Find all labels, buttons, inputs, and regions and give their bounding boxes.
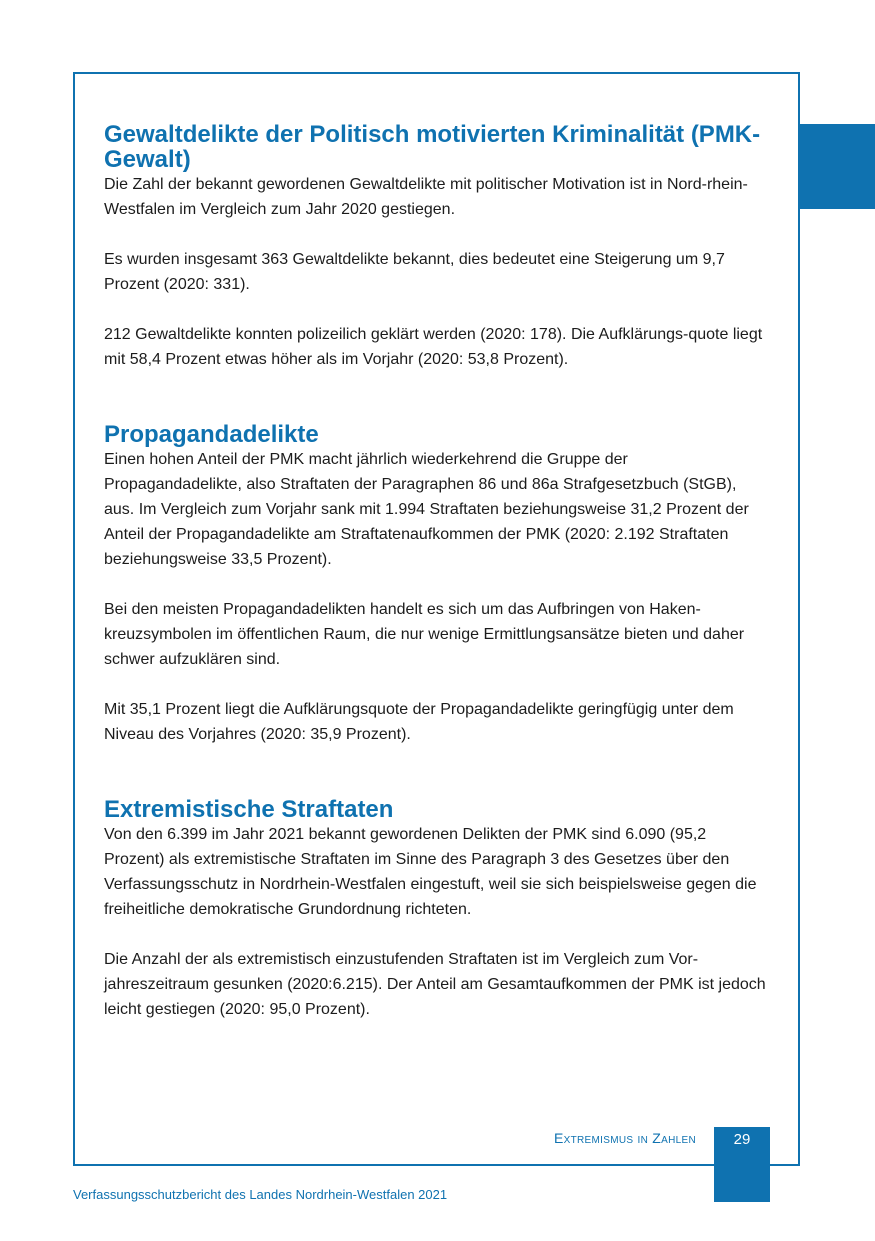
page-content: [104, 122, 766, 1072]
paragraph: Bei den meisten Propagandadelikten handelt es sich um das Aufbringen von Haken-kreuzsymbolen im öffentlichen Raum, die nur wenige Ermittlungsansätze bieten und daher schwer aufzuklären sind.: [104, 601, 745, 668]
paragraph: Die Anzahl der als extremistisch einzustufenden Straftaten ist im Vergleich zum Vor-jahreszeitraum gesunken (2020:6.215). Der Anteil am Gesamtaufkommen der PMK ist jedoch leicht gestiegen (2020: 95,0 Prozent).: [104, 951, 766, 1018]
chapter-side-tab: [798, 124, 875, 209]
section-pmk-gewalt: [104, 122, 766, 372]
section-propagandadelikte: [104, 422, 766, 747]
paragraph: Es wurden insgesamt 363 Gewaltdelikte bekannt, dies bedeutet eine Steigerung um 9,7 Prozent (2020: 331).: [104, 251, 725, 293]
chapter-label: Extremismus in Zahlen: [554, 1130, 696, 1146]
section-extremistische-straftaten: [104, 797, 766, 1022]
page-number: 29: [733, 1131, 751, 1148]
paragraph: Von den 6.399 im Jahr 2021 bekannt gewordenen Delikten der PMK sind 6.090 (95,2 Prozent) als extremistische Straftaten im Sinne des Paragraph 3 des Gesetzes über den Verfassungsschutz in Nordrhein-Westfalen eingestuft, weil sie sich beispielsweise gegen die freiheitliche demokratische Grundordnung richteten.: [104, 826, 757, 918]
section-title: Gewaltdelikte der Politisch motivierten Kriminalität (PMK-Gewalt): [104, 121, 761, 173]
publication-title: Verfassungsschutzbericht des Landes Nordrhein-Westfalen 2021: [73, 1187, 448, 1202]
paragraph: Einen hohen Anteil der PMK macht jährlich wiederkehrend die Gruppe der Propagandadelikte, also Straftaten der Paragraphen 86 und 86a Strafgesetzbuch (StGB), aus. Im Vergleich zum Vorjahr sank mit 1.994 Straftaten beziehungsweise 31,2 Prozent der Anteil der Propagandadelikte am Straftatenaufkommen der PMK (2020: 2.192 Straftaten beziehungsweise 33,5 Prozent).: [104, 451, 749, 568]
page-number-box: [714, 1127, 770, 1202]
paragraph: Die Zahl der bekannt gewordenen Gewaltdelikte mit politischer Motivation ist in Nord-rhein-Westfalen im Vergleich zum Jahr 2020 gestiegen.: [104, 176, 748, 218]
paragraph: Mit 35,1 Prozent liegt die Aufklärungsquote der Propagandadelikte geringfügig unter dem Niveau des Vorjahres (2020: 35,9 Prozent).: [104, 701, 734, 743]
section-title: Extremistische Straftaten: [104, 796, 394, 823]
section-title: Propagandadelikte: [104, 421, 319, 448]
paragraph: 212 Gewaltdelikte konnten polizeilich geklärt werden (2020: 178). Die Aufklärungs-quote liegt mit 58,4 Prozent etwas höher als im Vorjahr (2020: 53,8 Prozent).: [104, 326, 763, 368]
